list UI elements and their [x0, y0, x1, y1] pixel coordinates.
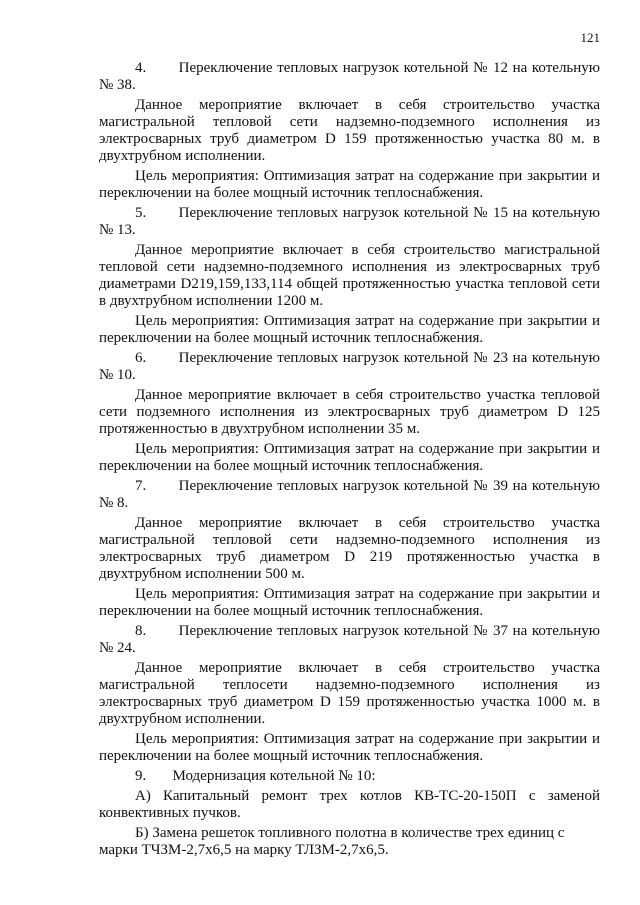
item-goal-7: Цель мероприятия: Оптимизация затрат на содержание при закрытии и переключении на более мощный источник теплоснабжения. — [99, 586, 600, 619]
page-number: 121 — [580, 30, 600, 45]
item-subpoint-a: А) Капитальный ремонт трех котлов КВ-ТС-20-150П с заменой конвективных пучков. — [99, 788, 600, 821]
item-heading-8: 8. Переключение тепловых нагрузок котельной № 37 на котельную № 24. — [99, 623, 600, 656]
item-goal-4: Цель мероприятия: Оптимизация затрат на содержание при закрытии и переключении на более мощный источник теплоснабжения. — [99, 168, 600, 201]
item-heading-5: 5. Переключение тепловых нагрузок котельной № 15 на котельную № 13. — [99, 205, 600, 238]
item-subpoint-b: Б) Замена решеток топливного полотна в количестве трех единиц с марки ТЧЗМ-2,7х6,5 на марку ТЛЗМ-2,7х6,5. — [99, 825, 565, 858]
item-heading-7: 7. Переключение тепловых нагрузок котельной № 39 на котельную № 8. — [99, 478, 600, 511]
item-heading-9: 9. Модернизация котельной № 10: — [135, 768, 376, 784]
item-goal-8: Цель мероприятия: Оптимизация затрат на содержание при закрытии и переключении на более мощный источник теплоснабжения. — [99, 731, 600, 764]
item-goal-6: Цель мероприятия: Оптимизация затрат на содержание при закрытии и переключении на более мощный источник теплоснабжения. — [99, 441, 600, 474]
item-description-4: Данное мероприятие включает в себя строительство участка магистральной тепловой сети надземно-подземного исполнения из электросварных труб диаметром D 159 протяженностью участка 80 м. в двухтрубном исполнении. — [99, 97, 600, 164]
item-description-6: Данное мероприятие включает в себя строительство участка тепловой сети подземного исполнения из электросварных труб диаметром D 125 протяженностью в двухтрубном исполнении 35 м. — [99, 387, 600, 437]
item-heading-4: 4. Переключение тепловых нагрузок котельной № 12 на котельную № 38. — [99, 60, 600, 93]
item-goal-5: Цель мероприятия: Оптимизация затрат на содержание при закрытии и переключении на более мощный источник теплоснабжения. — [99, 313, 600, 346]
item-description-8: Данное мероприятие включает в себя строительство участка магистральной теплосети надземно-подземного исполнения из электросварных труб диаметром D 159 протяженностью участка 1000 м. в двухтрубном исполнении. — [99, 660, 600, 727]
item-description-7: Данное мероприятие включает в себя строительство участка магистральной тепловой сети надземно-подземного исполнения из электросварных труб диаметром D 219 протяженностью участка в двухтрубном исполнении 500 м. — [99, 515, 600, 582]
document-body — [99, 60, 600, 862]
item-description-5: Данное мероприятие включает в себя строительство магистральной тепловой сети надземно-подземного исполнения из электросварных труб диаметрами D219,159,133,114 общей протяженностью участка тепловой сети в двухтрубном исполнении 1200 м. — [99, 242, 600, 309]
item-heading-6: 6. Переключение тепловых нагрузок котельной № 23 на котельную № 10. — [99, 350, 600, 383]
